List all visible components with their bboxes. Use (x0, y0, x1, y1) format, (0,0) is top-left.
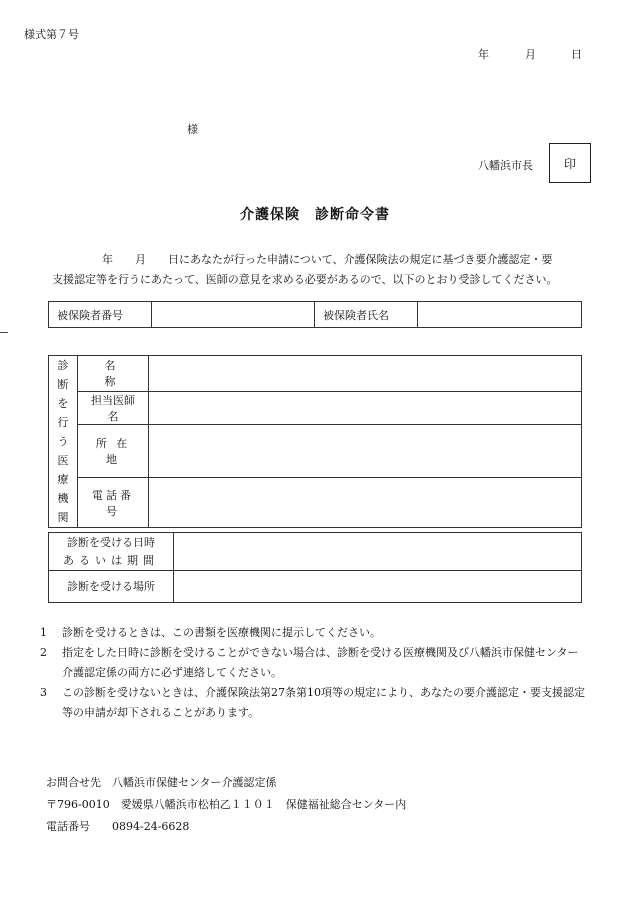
body-text (52, 250, 592, 290)
place-label: 診断を受ける場所 (49, 571, 174, 603)
contact-phone: 電話番号 0894-24-6628 (46, 820, 190, 833)
schedule-table (48, 532, 582, 603)
note-item (40, 623, 588, 643)
note-text: この診断を受けないときは、介護保険法第27条第10項等の規定により、あなたの要介護認定・要支援認定等の申請が却下されることがあります。 (62, 686, 585, 719)
note-item (40, 643, 588, 683)
institution-name-label: 名 称 (78, 356, 149, 392)
insured-name-field[interactable] (418, 302, 582, 328)
datetime-field[interactable] (174, 533, 582, 571)
date-month-label: 月 (525, 48, 536, 61)
insured-name-label: 被保険者氏名 (315, 302, 418, 328)
contact-office: お問合せ先 八幡浜市保健センター介護認定係 (46, 776, 277, 789)
phone-field[interactable] (149, 478, 582, 528)
phone-label: 電話番号 (78, 478, 149, 528)
insured-number-label: 被保険者番号 (49, 302, 152, 328)
datetime-label-line-2: あるいは期間 (63, 553, 159, 567)
issuer-name: 八幡浜市長 (478, 159, 533, 172)
datetime-label (49, 533, 174, 571)
body-line-1: 年 月 日にあなたが行った申請について、介護保険法の規定に基づき要介護認定・要 (102, 253, 553, 266)
doctor-name-field[interactable] (149, 391, 582, 425)
margin-mark (0, 332, 8, 333)
note-number: 1 (40, 626, 47, 639)
seal-label: 印 (563, 156, 576, 171)
institution-name-field[interactable] (149, 356, 582, 392)
institution-table (48, 355, 582, 528)
address-label: 所 在 地 (78, 425, 149, 478)
datetime-label-line-1: 診断を受ける日時 (67, 535, 155, 549)
institution-group-label: 診断を行う医療機関 (49, 356, 78, 528)
insured-number-field[interactable] (152, 302, 315, 328)
note-text: 診断を受けるときは、この書類を医療機関に提示してください。 (62, 626, 381, 639)
body-line-2: 支援認定等を行うにあたって、医師の意見を求める必要があるので、以下のとおり受診してください。 (52, 273, 558, 286)
contact-info (46, 772, 566, 838)
document-title: 介護保険 診断命令書 (240, 207, 390, 223)
form-number: 様式第７号 (24, 28, 79, 41)
date-year-label: 年 (478, 48, 489, 61)
insured-table (48, 301, 582, 328)
notes-list (40, 623, 588, 723)
note-text: 指定をした日時に診断を受けることができない場合は、診断を受ける医療機関及び八幡浜市保健センター介護認定係の両方に必ず連絡してください。 (62, 646, 579, 679)
address-field[interactable] (149, 425, 582, 478)
doctor-name-label: 担当医師名 (78, 391, 149, 425)
note-number: 2 (40, 646, 47, 659)
place-field[interactable] (174, 571, 582, 603)
note-number: 3 (40, 686, 47, 699)
addressee-suffix: 様 (187, 123, 198, 136)
date-day-label: 日 (571, 48, 582, 61)
contact-address: 〒796-0010 愛媛県八幡浜市松柏乙１１０１ 保健福祉総合センター内 (46, 798, 407, 811)
seal-box (549, 143, 591, 183)
note-item (40, 683, 588, 723)
